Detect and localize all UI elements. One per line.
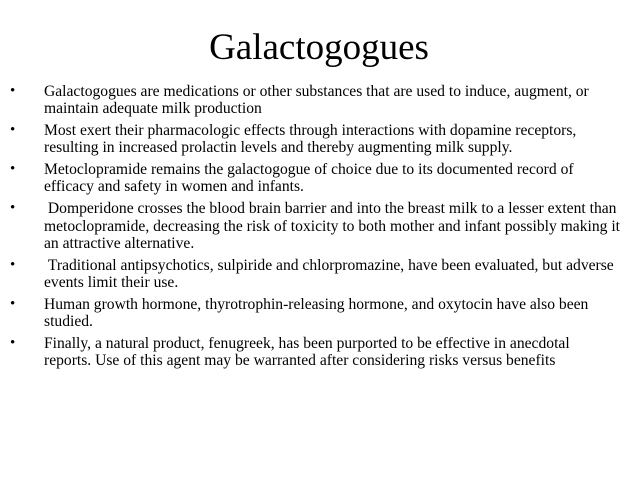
- bullet-text: Finally, a natural product, fenugreek, has been purported to be effective in anecdotal reports. Use of this agent may be warranted after considering risks versus benefits: [44, 334, 570, 370]
- bullet-text: Domperidone crosses the blood brain barrier and into the breast milk to a lesser extent than metoclopramide, decreasing the risk of toxicity to both mother and infant possibly making it an attractive alternative.: [44, 200, 624, 252]
- slide-title: Galactogogues: [209, 27, 429, 68]
- bullet-point-icon: •: [10, 334, 16, 351]
- bullet-text: Galactogogues are medications or other substances that are used to induce, augment, or maintain adequate milk production: [44, 83, 589, 118]
- bullet-point-icon: •: [10, 256, 16, 273]
- bullet-text: Metoclopramide remains the galactogogue of choice due to its documented record of efficacy and safety in women and infants.: [44, 161, 574, 196]
- bullet-item: [10, 83, 620, 118]
- bullet-list: [10, 83, 624, 374]
- bullet-item: [10, 296, 620, 331]
- bullet-item: [10, 257, 620, 292]
- bullet-point-icon: •: [10, 200, 16, 217]
- bullet-text: Human growth hormone, thyrotrophin-releasing hormone, and oxytocin have also been studied.: [44, 295, 589, 331]
- bullet-item: [10, 161, 620, 196]
- bullet-point-icon: •: [10, 295, 16, 312]
- bullet-text: Most exert their pharmacologic effects through interactions with dopamine receptors, resulting in increased prolactin levels and thereby augmenting milk supply.: [44, 122, 577, 157]
- bullet-point-icon: •: [10, 122, 16, 139]
- bullet-item: [10, 335, 620, 370]
- bullet-item: [10, 122, 620, 157]
- bullet-point-icon: •: [10, 161, 16, 178]
- bullet-text: Traditional antipsychotics, sulpiride and chlorpromazine, have been evaluated, but adverse events limit their use.: [44, 256, 618, 291]
- bullet-point-icon: •: [10, 83, 16, 99]
- bullet-item: [10, 200, 624, 252]
